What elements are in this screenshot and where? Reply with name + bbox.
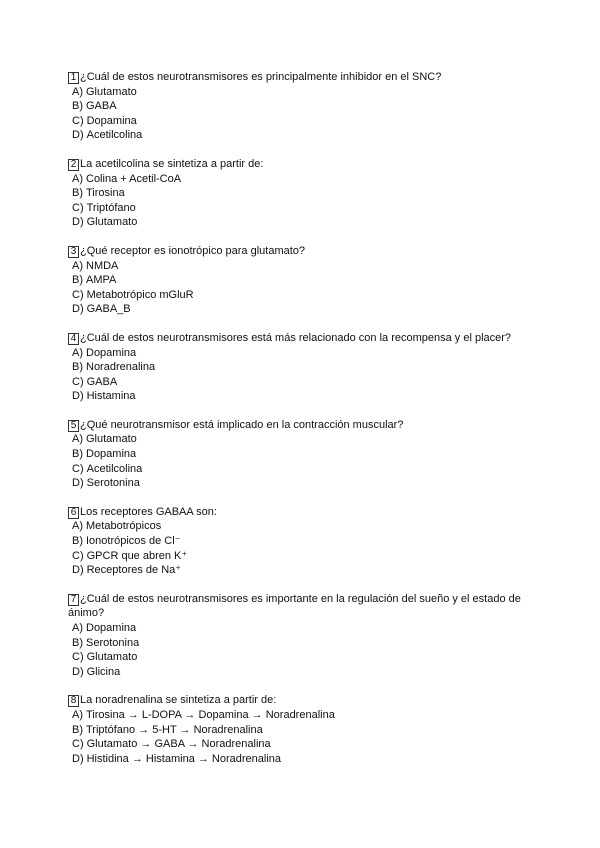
option-c: C) Glutamato: [72, 651, 138, 664]
option-c: C) GPCR que abren K⁺: [72, 549, 188, 562]
option-a: A) NMDA: [72, 259, 119, 272]
option-b: B) GABA: [72, 100, 117, 113]
question-text: 5 ¿Qué neurotransmisor está implicado en la contracción muscular?: [68, 418, 538, 433]
options-list: [68, 259, 538, 317]
question-1: [68, 70, 538, 143]
options-list: [68, 172, 538, 230]
question-number: 1: [68, 72, 79, 84]
option-d: D) Glutamato: [72, 216, 138, 229]
question-text: 4 ¿Cuál de estos neurotransmisores está más relacionado con la recompensa y el placer?: [68, 331, 538, 346]
question-text: 1 ¿Cuál de estos neurotransmisores es principalmente inhibidor en el SNC?: [68, 70, 538, 85]
option-b: B) Ionotrópicos de Cl⁻: [72, 535, 181, 548]
options-list: [68, 621, 538, 679]
options-list: [68, 432, 538, 490]
question-number: 2: [68, 159, 79, 171]
question-number: 8: [68, 695, 79, 707]
option-d: D) Receptores de Na⁺: [72, 564, 182, 577]
option-d: D) GABA_B: [72, 303, 131, 316]
option-b: B) AMPA: [72, 274, 117, 287]
question-number: 3: [68, 246, 79, 258]
option-a: A) Dopamina: [72, 346, 137, 359]
question-8: [68, 693, 538, 766]
option-b: B) Triptófano → 5-HT → Noradrenalina: [72, 723, 263, 736]
option-b: B) Dopamina: [72, 448, 137, 461]
question-text: 3 ¿Qué receptor es ionotrópico para glutamato?: [68, 244, 538, 259]
option-a: A) Tirosina → L-DOPA → Dopamina → Noradrenalina: [72, 708, 335, 721]
option-c: C) Acetilcolina: [72, 462, 143, 475]
question-number: 4: [68, 333, 79, 345]
options-list: [68, 519, 538, 577]
question-text: 8 La noradrenalina se sintetiza a partir de:: [68, 693, 538, 708]
option-d: D) Glicina: [72, 665, 121, 678]
question-number: 7: [68, 594, 79, 606]
question-text: 7 ¿Cuál de estos neurotransmisores es importante en la regulación del sueño y el estado de ánimo?: [68, 592, 521, 620]
option-a: A) Colina + Acetil-CoA: [72, 172, 182, 185]
question-text: 6 Los receptores GABAA son:: [68, 505, 538, 520]
options-list: [68, 346, 538, 404]
option-a: A) Dopamina: [72, 622, 137, 634]
question-number: 5: [68, 420, 79, 432]
question-7: [68, 592, 538, 680]
option-d: D) Histidina → Histamina → Noradrenalina: [72, 752, 282, 765]
option-d: D) Acetilcolina: [72, 129, 143, 142]
question-text: 2 La acetilcolina se sintetiza a partir de:: [68, 157, 538, 172]
option-d: D) Histamina: [72, 390, 136, 403]
question-6: [68, 505, 538, 578]
option-c: C) Dopamina: [72, 114, 137, 127]
option-a: A) Metabotrópicos: [72, 520, 162, 533]
option-a: A) Glutamato: [72, 433, 137, 446]
options-list: [68, 85, 538, 143]
question-number: 6: [68, 507, 79, 519]
option-b: B) Noradrenalina: [72, 361, 156, 374]
options-list: [68, 708, 538, 766]
question-3: [68, 244, 538, 317]
option-c: C) Triptófano: [72, 201, 136, 214]
question-5: [68, 418, 538, 491]
option-c: C) Glutamato → GABA → Noradrenalina: [72, 738, 271, 751]
option-c: C) Metabotrópico mGluR: [72, 288, 194, 301]
quiz-page: [68, 70, 538, 780]
option-b: B) Serotonina: [72, 636, 140, 649]
option-a: A) Glutamato: [72, 85, 137, 98]
question-4: [68, 331, 538, 404]
option-d: D) Serotonina: [72, 477, 140, 490]
question-2: [68, 157, 538, 230]
option-b: B) Tirosina: [72, 187, 125, 200]
option-c: C) GABA: [72, 375, 118, 388]
